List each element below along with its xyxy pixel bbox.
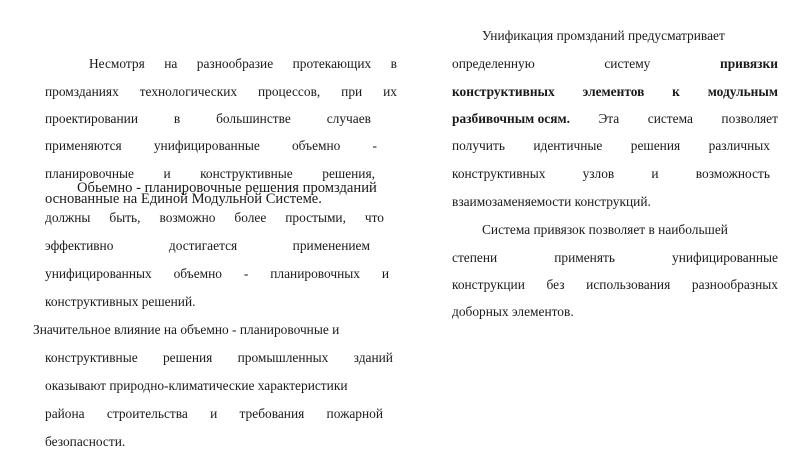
right-p1-line-4 bbox=[452, 111, 778, 127]
left-p3-line-2 bbox=[45, 350, 393, 366]
word: решения bbox=[630, 138, 681, 153]
word: применением bbox=[292, 238, 370, 253]
right-p2-line-3 bbox=[452, 277, 778, 293]
right-p1-line-3 bbox=[452, 84, 778, 100]
word: района bbox=[45, 406, 85, 421]
word: Эта bbox=[598, 111, 620, 126]
right-p1-line-2 bbox=[452, 56, 778, 72]
emphasis-word: привязки bbox=[720, 56, 778, 71]
word: технологических bbox=[139, 84, 238, 99]
left-p1-line-6: основанные на Единой Модульной Системе. bbox=[45, 191, 322, 207]
word: и bbox=[651, 166, 659, 181]
word: возможность bbox=[695, 166, 770, 181]
word: пожарной bbox=[326, 406, 383, 421]
word: позволяет bbox=[721, 111, 778, 126]
word: процессов, bbox=[257, 84, 321, 99]
left-p1-line-3 bbox=[45, 111, 371, 127]
word: использования bbox=[586, 277, 671, 292]
word: - bbox=[372, 138, 377, 153]
right-p1-line-5 bbox=[452, 138, 770, 154]
emphasis-word: разбивочным осям. bbox=[452, 111, 570, 126]
word: планировочных bbox=[270, 266, 360, 281]
left-p3-line-3: оказывают природно-климатические характеристики bbox=[45, 378, 348, 393]
word: применяются bbox=[45, 138, 122, 153]
word: эффективно bbox=[45, 238, 114, 253]
left-p1-line-1 bbox=[89, 56, 397, 72]
left-p2-line-5: конструктивных решений. bbox=[45, 294, 196, 309]
word: унифицированных bbox=[45, 266, 152, 281]
right-p1-line-7: взаимозаменяемости конструкций. bbox=[452, 194, 651, 209]
word: объемно bbox=[291, 138, 341, 153]
word: идентичные bbox=[533, 138, 603, 153]
left-p3-line-4 bbox=[45, 406, 383, 422]
word: без bbox=[546, 277, 565, 292]
word: промышленных bbox=[237, 350, 329, 365]
word: возможно bbox=[159, 210, 216, 225]
right-p2-line-2 bbox=[452, 250, 778, 266]
word: и bbox=[163, 166, 171, 181]
word: на bbox=[164, 56, 178, 71]
emphasis-word: модульным bbox=[707, 84, 778, 99]
word: в bbox=[390, 56, 397, 71]
word: большинстве bbox=[216, 111, 291, 126]
word: конструктивные bbox=[200, 166, 293, 181]
emphasis-word: к bbox=[672, 84, 680, 99]
word: конструкции bbox=[452, 277, 525, 292]
word: протекающих bbox=[292, 56, 372, 71]
word: достигается bbox=[168, 238, 238, 253]
left-p2-line-2 bbox=[45, 210, 384, 226]
word: требования bbox=[239, 406, 305, 421]
word: - bbox=[243, 266, 249, 281]
word: получить bbox=[452, 138, 505, 153]
right-text-column bbox=[452, 0, 778, 450]
left-p2-line-3 bbox=[45, 238, 370, 254]
word: разнообразие bbox=[196, 56, 274, 71]
right-p1-line-1: Унификация промзданий предусматривает bbox=[482, 28, 725, 43]
word: разнообразных bbox=[691, 277, 778, 292]
right-p2-line-1: Система привязок позволяет в наибольшей bbox=[482, 222, 728, 237]
word: степени bbox=[452, 250, 498, 265]
word: проектировании bbox=[45, 111, 138, 126]
word: систему bbox=[604, 56, 651, 71]
right-p2-line-4: доборных элементов. bbox=[452, 304, 574, 319]
word: определенную bbox=[452, 56, 535, 71]
word: что bbox=[364, 210, 384, 225]
word: решения bbox=[162, 350, 213, 365]
word: унифицированные bbox=[153, 138, 260, 153]
word: узлов bbox=[582, 166, 615, 181]
word: при bbox=[341, 84, 363, 99]
word: зданий bbox=[353, 350, 393, 365]
left-text-column bbox=[33, 0, 397, 450]
left-p3-line-5: безопасности. bbox=[45, 434, 126, 449]
word: промзданиях bbox=[45, 84, 119, 99]
word: решения, bbox=[322, 166, 375, 181]
word: строительства bbox=[106, 406, 188, 421]
word: система bbox=[647, 111, 693, 126]
word: объемно bbox=[173, 266, 222, 281]
word: конструктивных bbox=[452, 166, 546, 181]
word: случаев bbox=[326, 111, 371, 126]
right-p1-line-6 bbox=[452, 166, 770, 182]
word: унифицированные bbox=[672, 250, 778, 265]
word: и bbox=[381, 266, 389, 281]
word: конструктивные bbox=[45, 350, 138, 365]
word: и bbox=[210, 406, 218, 421]
word: их bbox=[383, 84, 397, 99]
word: применять bbox=[554, 250, 615, 265]
word: должны bbox=[45, 210, 91, 225]
left-p1-line-4 bbox=[45, 138, 377, 154]
left-p3-line-1: Значительное влияние на объемно - планировочные и bbox=[33, 322, 340, 337]
word: различных bbox=[708, 138, 770, 153]
word: быть, bbox=[109, 210, 141, 225]
left-p2-line-4 bbox=[45, 266, 389, 282]
word: более bbox=[234, 210, 267, 225]
word: в bbox=[173, 111, 181, 126]
word: планировочные bbox=[45, 166, 134, 181]
emphasis-word: элементов bbox=[582, 84, 645, 99]
left-p1-line-2 bbox=[45, 84, 397, 100]
emphasis-word: конструктивных bbox=[452, 84, 555, 99]
word: Несмотря bbox=[89, 56, 145, 71]
left-p2-line-1: Обьемно - планировочные решения промзданий bbox=[77, 180, 377, 196]
word: простыми, bbox=[285, 210, 346, 225]
